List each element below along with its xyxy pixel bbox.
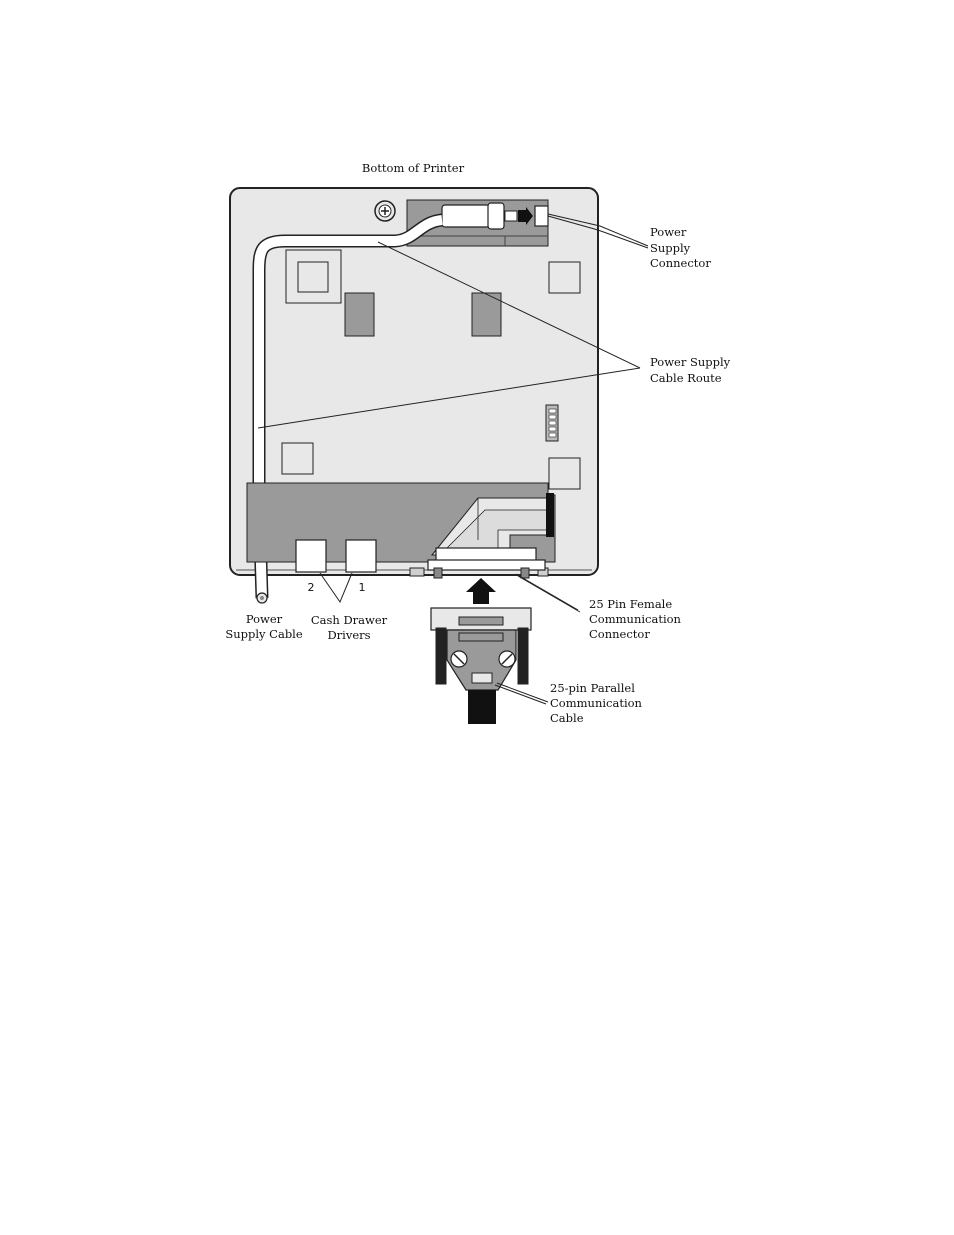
screw-icon (375, 201, 395, 221)
label-power-supply-cable (225, 612, 303, 641)
port-number-1: 1 (358, 581, 366, 594)
cash-drawer-port-2 (296, 540, 326, 572)
parallel-cable-connector (431, 608, 531, 724)
svg-text:Cash Drawer: Cash Drawer (310, 613, 388, 627)
cash-drawer-port-1 (346, 540, 376, 572)
label-power-supply-connector (650, 225, 711, 270)
svg-text:Cable: Cable (550, 711, 584, 725)
svg-text:25-pin Parallel: 25-pin Parallel (550, 681, 635, 695)
svg-text:Cable Route: Cable Route (650, 371, 722, 385)
svg-text:Connector: Connector (589, 627, 650, 641)
label-25-pin-parallel-cable (550, 681, 643, 725)
svg-text:Communication: Communication (550, 696, 642, 710)
svg-text:Drivers: Drivers (327, 628, 371, 642)
svg-text:Power: Power (650, 225, 687, 239)
svg-text:Power: Power (245, 612, 283, 626)
svg-text:Power Supply: Power Supply (650, 355, 731, 369)
svg-text:Connector: Connector (650, 256, 711, 270)
figure-title: Bottom of Printer (361, 161, 465, 175)
dip-switch-icon (546, 405, 558, 441)
port-number-2: 2 (307, 581, 315, 594)
svg-text:Supply Cable: Supply Cable (225, 627, 303, 641)
insert-arrow-icon (466, 578, 496, 604)
svg-text:Supply: Supply (650, 241, 691, 255)
svg-text:25 Pin Female: 25 Pin Female (589, 597, 673, 611)
label-power-supply-cable-route (650, 355, 731, 385)
label-25-pin-female-connector (589, 597, 682, 641)
svg-text:Communication: Communication (589, 612, 681, 626)
label-cash-drawer-drivers (311, 613, 388, 642)
